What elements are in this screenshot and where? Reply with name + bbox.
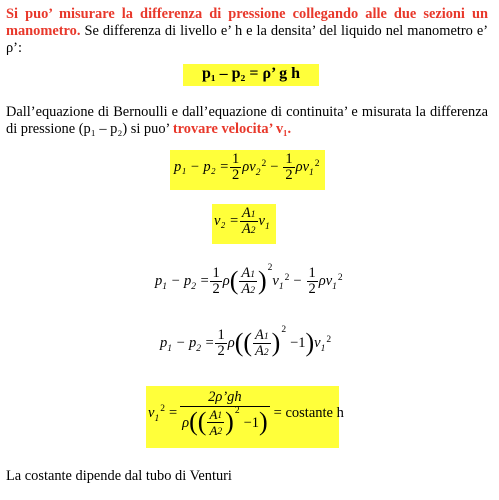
combined-equation: $p_1 - p_2$ = $\frac{1}{2}$ ρ ( $\frac{A_1}{A_2}$ ) $^2$ $v_1$ $^2$ − $\frac{1}{2}$ $\rho v_1$ $^2$ xyxy=(155,262,343,297)
bernoulli-red-text: trovare velocita’ v₁. xyxy=(172,121,292,137)
eq5-fraction: 2ρ’gh ρ ( ( $\frac{A_1}{A_2}$ ) $^2$ −1 ) xyxy=(182,389,268,438)
eq1-half-2: $\frac{1}{2}$ xyxy=(285,151,293,183)
manometer-formula: p₁ – p₂ = ρ’ g h xyxy=(201,65,301,82)
bernoulli-text: Dall’equazione di Bernoulli e dall’equazione di continuita’ e misurata la differenza di pressione (p₁ – p₂) si puo’ xyxy=(6,104,488,137)
bernoulli-equation: p₁ − p₂ = $\frac{1}{2}$ $\rho v_2$ $^2$ − $\frac{1}{2}$ $\rho v_1$ $^2$ xyxy=(174,151,320,183)
intro-red-text: Si puo’ misurare la differenza di pressione collegando alle due sezioni un manometro. xyxy=(6,6,488,39)
bernoulli-paragraph xyxy=(6,104,488,138)
constant-equation: $v_1$ $^2$ = 2ρ’gh ρ ( ( $\frac{A_1}{A_2}$ ) $^2$ −1 ) = costante h xyxy=(148,389,344,438)
eq2-lhs: v₂ = xyxy=(214,213,239,229)
intro-paragraph xyxy=(6,6,488,57)
eq2-area-ratio: $\frac{A_1}{A_2}$ xyxy=(241,205,256,237)
intro-black-text: Se differenza di livello e’ h e la densita’ del liquido nel manometro e’ ρ’: xyxy=(6,23,488,56)
factored-equation: $p_1 - p_2$ = $\frac{1}{2}$ ρ ( ( $\frac{A_1}{A_2}$ ) $^2$ −1 ) $v_1$ $^2$ xyxy=(160,324,332,359)
eq1-half-1: $\frac{1}{2}$ xyxy=(232,151,240,183)
continuity-equation: v₂ = $\frac{A_1}{A_2}$ $v_1$ xyxy=(214,205,270,237)
eq5-rhs: = costante h xyxy=(273,404,344,421)
footer-note: La costante dipende dal tubo di Venturi xyxy=(6,468,232,484)
eq1-lhs: p₁ − p₂ = xyxy=(174,159,230,175)
